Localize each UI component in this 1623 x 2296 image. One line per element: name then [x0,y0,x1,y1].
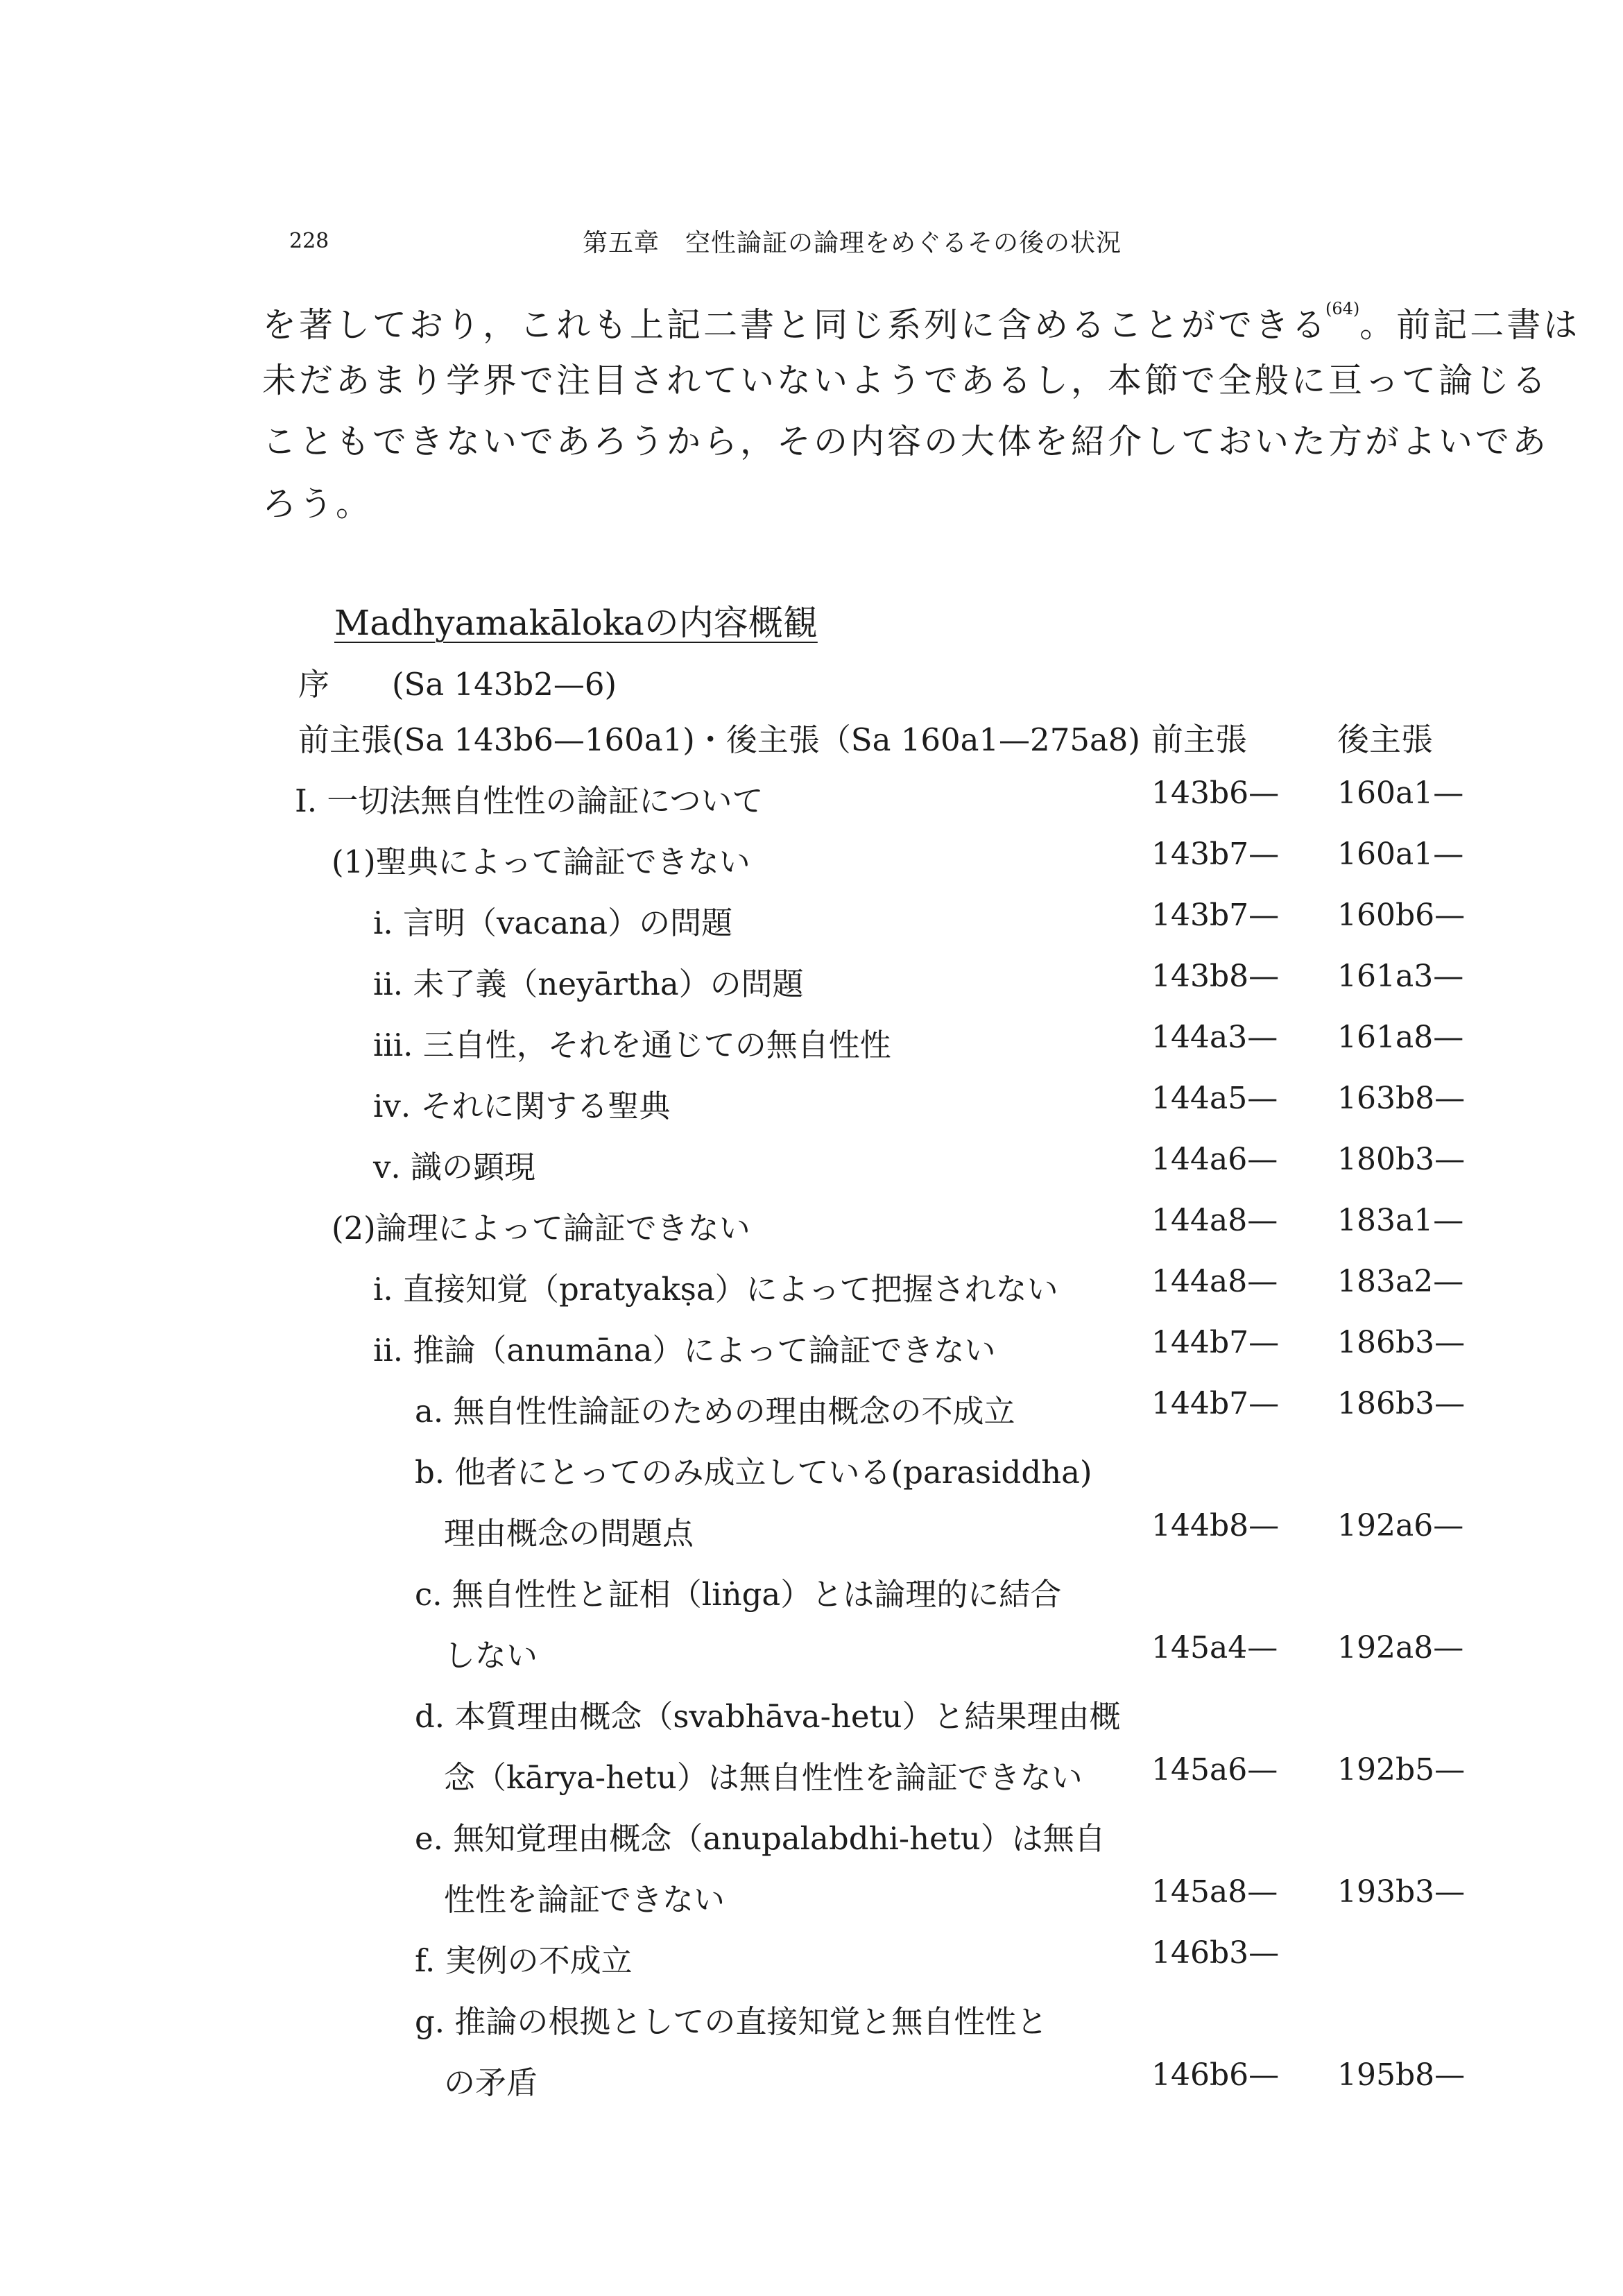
toc-row [0,837,1623,885]
toc-row [0,1874,1623,1923]
toc-ref-first: 146b3— [1151,1935,1280,1971]
toc-ref-first: 143b6— [1151,776,1280,811]
toc-row [0,2057,1623,2106]
toc-row [0,1447,1623,1496]
toc-ref-second: 161a3— [1337,959,1464,994]
toc-label: ⅱ. 推論（anumāna）によって論証できない [373,1332,996,1369]
toc-ref-first: 146b6— [1151,2057,1280,2093]
toc-label: a. 無自性性論証のための理由概念の不成立 [415,1393,1015,1430]
toc-ref-first: 144b7— [1151,1386,1280,1421]
column-header-second: 後主張 [1337,721,1433,758]
toc-ref-first: 144b7— [1151,1325,1280,1360]
toc-ref-second: 160b6— [1337,898,1466,933]
toc-ref-first: 144a3— [1151,1020,1278,1055]
toc-header-row [0,714,1623,763]
intro-line-1-after: 。前記二書は [1359,305,1581,345]
toc-ref-second: 180b3— [1337,1142,1466,1177]
toc-ref-second: 192a8— [1337,1630,1464,1665]
toc-ref-first: 144a6— [1151,1142,1278,1177]
toc-row [0,1691,1623,1740]
toc-row [0,776,1623,824]
toc-label: 序 (Sa 143b2—6) [298,666,617,703]
toc-row [0,1386,1623,1434]
toc-label: (2)論理によって論証できない [332,1210,750,1246]
toc-label: 念（kārya-hetu）は無自性性を論証できない [444,1759,1083,1796]
toc-label: の矛盾 [444,2064,538,2101]
toc-label: 理由概念の問題点 [444,1515,694,1552]
toc-label: I. 一切法無自性性の論証について [295,782,764,819]
toc-label: ⅴ. 識の顕現 [373,1149,536,1185]
toc-label: c. 無自性性と証相（liṅga）とは論理的に結合 [415,1576,1062,1613]
toc-ref-second: 193b3— [1337,1874,1466,1910]
toc-row [0,1752,1623,1801]
toc-ref-first: 143b8— [1151,959,1280,994]
toc-ref-first: 145a6— [1151,1752,1278,1788]
toc-label: 性性を論証できない [444,1881,725,1918]
intro-line-3: こともできないであろうから，その内容の大体を紹介しておいた方がよいであ [262,422,1549,461]
intro-line-2: 未だあまり学界で注目されていないようであるし，本節で全般に亘って論じる [262,361,1549,400]
toc-label: ⅰ. 直接知覚（pratyakṣa）によって把握されない [373,1271,1058,1308]
toc-row [0,1508,1623,1557]
toc-label: ⅰ. 言明（vacana）の問題 [373,905,733,941]
toc-ref-second: 186b3— [1337,1386,1466,1421]
toc-label: しない [444,1637,538,1674]
toc-ref-second: 195b8— [1337,2057,1466,2093]
toc-row [0,1142,1623,1190]
note-reference: (64) [1325,299,1360,318]
toc-ref-second: 160a1— [1337,776,1464,811]
toc-row [0,1264,1623,1312]
section-title: Madhyamakālokaの内容概観 [334,603,818,643]
toc-ref-first: 144a8— [1151,1264,1278,1299]
toc-row [0,659,1623,708]
toc-row [0,1020,1623,1068]
toc-ref-second: 192a6— [1337,1508,1464,1543]
toc-ref-first: 143b7— [1151,837,1280,872]
toc-ref-second: 160a1— [1337,837,1464,872]
toc-label: 前主張(Sa 143b6—160a1)・後主張（Sa 160a1—275a8) [298,721,1140,758]
toc-ref-first: 144a5— [1151,1081,1278,1116]
toc-ref-first: 144a8— [1151,1203,1278,1238]
toc-label: (1)聖典によって論証できない [332,843,750,880]
toc-ref-first: 143b7— [1151,898,1280,933]
toc-ref-second: 192b5— [1337,1752,1466,1788]
page-number: 228 [289,229,329,253]
toc-row [0,898,1623,946]
running-title: 第五章 空性論証の論理をめぐるその後の状況 [583,229,1122,257]
column-header-first: 前主張 [1151,721,1247,758]
toc-ref-second: 161a8— [1337,1020,1464,1055]
toc-label: e. 無知覚理由概念（anupalabdhi-hetu）は無自 [415,1820,1106,1857]
toc-row [0,1813,1623,1862]
toc-ref-first: 145a4— [1151,1630,1278,1665]
toc-row [0,1325,1623,1373]
toc-row [0,1935,1623,1984]
toc-label: ⅳ. それに関する聖典 [373,1088,671,1124]
toc-ref-second: 186b3— [1337,1325,1466,1360]
toc-row [0,1630,1623,1679]
intro-line-1 [262,298,1580,347]
toc-label: g. 推論の根拠としての直接知覚と無自性性と [415,2003,1048,2040]
toc-ref-first: 144b8— [1151,1508,1280,1543]
toc-row [0,959,1623,1007]
toc-label: f. 実例の不成立 [415,1942,633,1979]
intro-line-1-before: を著しており，これも上記二書と同じ系列に含めることができる [262,305,1329,345]
toc-ref-second: 163b8— [1337,1081,1466,1116]
intro-line-4: ろう。 [262,484,373,524]
toc-label: d. 本質理由概念（svabhāva-hetu）と結果理由概 [415,1698,1121,1735]
toc-ref-first: 145a8— [1151,1874,1278,1910]
toc-row [0,1203,1623,1251]
toc-ref-second: 183a1— [1337,1203,1464,1238]
toc-row [0,1996,1623,2045]
toc-label: b. 他者にとってのみ成立している(parasiddha) [415,1454,1092,1491]
toc-ref-second: 183a2— [1337,1264,1464,1299]
toc-label: ⅱ. 未了義（neyārtha）の問題 [373,966,804,1002]
toc-row [0,1081,1623,1129]
toc-label: ⅲ. 三自性，それを通じての無自性性 [373,1027,891,1063]
toc-row [0,1569,1623,1618]
